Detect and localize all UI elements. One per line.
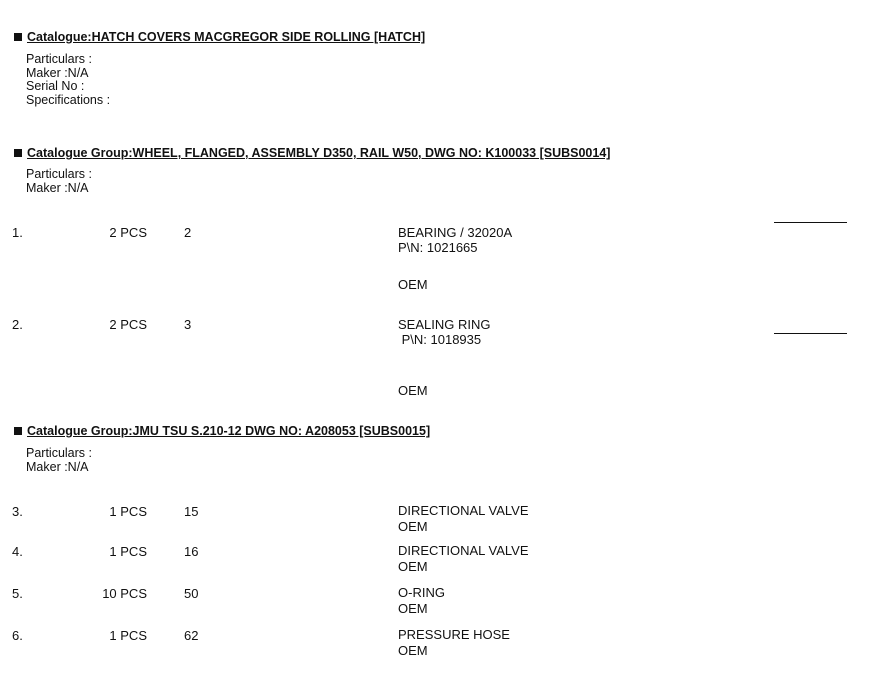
item-quantity: 10 PCS (102, 586, 147, 601)
item-quantity: 1 PCS (109, 628, 147, 643)
square-bullet-icon (14, 427, 22, 435)
item-part-number: P\N: 1021665 (398, 240, 478, 255)
signature-line (774, 222, 847, 223)
square-bullet-icon (14, 149, 22, 157)
catalogue-info (26, 53, 110, 107)
group-heading-text: Catalogue Group:JMU TSU S.210-12 DWG NO: A208053 [SUBS0015] (27, 424, 431, 438)
group-heading-text: Catalogue Group:WHEEL, FLANGED, ASSEMBLY D350, RAIL W50, DWG NO: K100033 [SUBS0014] (27, 146, 611, 160)
item-oem: OEM (398, 559, 428, 574)
group-heading (14, 424, 430, 438)
item-number: 4. (12, 544, 23, 559)
item-quantity: 2 PCS (109, 317, 147, 332)
item-reference: 3 (184, 317, 192, 332)
item-reference: 62 (184, 628, 199, 643)
item-quantity: 1 PCS (109, 504, 147, 519)
group-info (26, 168, 92, 195)
item-description: DIRECTIONAL VALVE (398, 543, 529, 558)
item-reference: 16 (184, 544, 199, 559)
item-number: 5. (12, 586, 23, 601)
item-number: 1. (12, 225, 23, 240)
group-particulars: Particulars : (26, 446, 92, 460)
group-particulars: Particulars : (26, 167, 92, 181)
item-description: DIRECTIONAL VALVE (398, 503, 529, 518)
item-quantity: 2 PCS (109, 225, 147, 240)
item-oem: OEM (398, 643, 428, 658)
catalogue-heading-text: Catalogue:HATCH COVERS MACGREGOR SIDE ROLLING [HATCH] (27, 30, 426, 44)
item-reference: 50 (184, 586, 199, 601)
item-reference: 2 (184, 225, 192, 240)
signature-line (774, 333, 847, 334)
catalogue-maker: Maker :N/A (26, 65, 89, 80)
catalogue-serial-no: Serial No : (26, 79, 85, 93)
square-bullet-icon (14, 33, 22, 41)
item-description: SEALING RING (398, 317, 491, 332)
item-oem: OEM (398, 519, 428, 534)
item-number: 3. (12, 504, 23, 519)
catalogue-particulars: Particulars : (26, 52, 92, 66)
item-quantity: 1 PCS (109, 544, 147, 559)
item-reference: 15 (184, 504, 199, 519)
item-number: 2. (12, 317, 23, 332)
group-maker: Maker :N/A (26, 180, 89, 195)
item-description: PRESSURE HOSE (398, 627, 510, 642)
item-description: O-RING (398, 585, 445, 600)
catalogue-heading (14, 30, 425, 44)
group-heading (14, 146, 610, 160)
item-oem: OEM (398, 277, 428, 292)
item-oem: OEM (398, 601, 428, 616)
group-maker: Maker :N/A (26, 459, 89, 474)
item-description: BEARING / 32020A (398, 225, 513, 240)
group-info (26, 447, 92, 474)
catalogue-specifications: Specifications : (26, 92, 111, 107)
item-part-number: P\N: 1018935 (398, 332, 482, 347)
item-oem: OEM (398, 383, 428, 398)
item-number: 6. (12, 628, 23, 643)
